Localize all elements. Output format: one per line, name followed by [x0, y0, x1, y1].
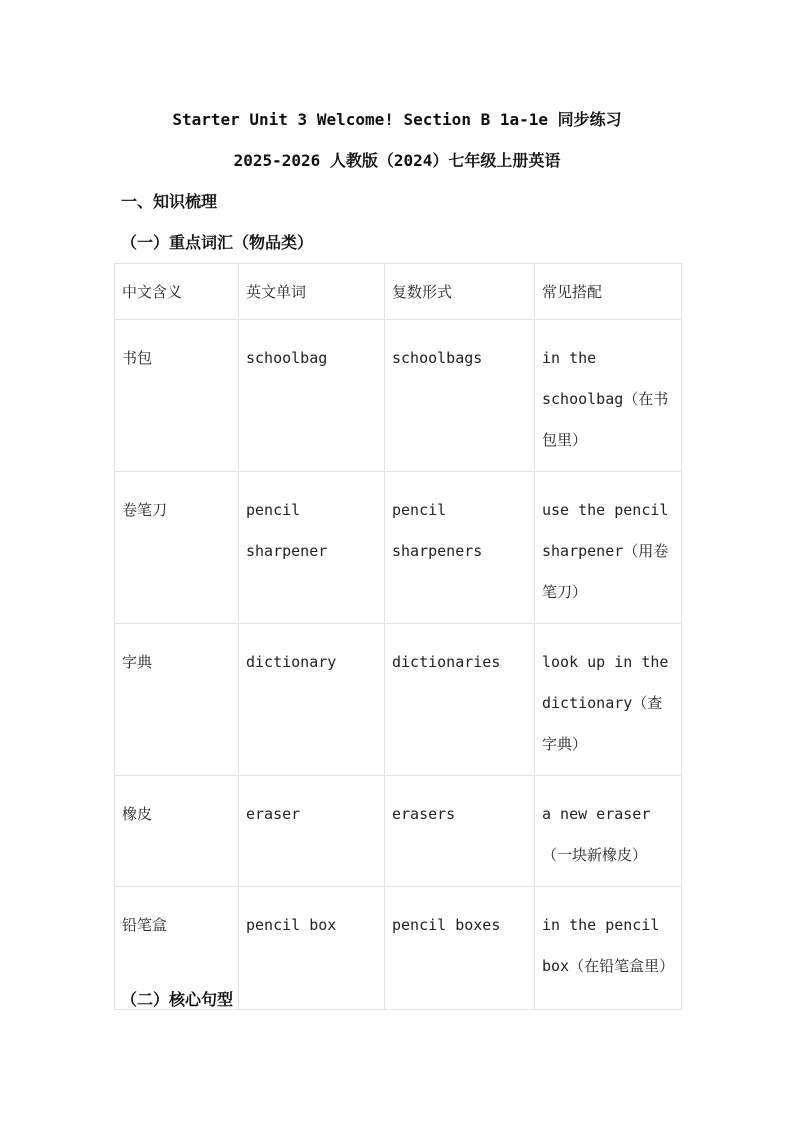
header-cell: 复数形式	[385, 264, 535, 320]
cell-cn: 铅笔盒	[115, 887, 239, 1010]
cell-en: pencil sharpener	[239, 472, 385, 624]
section-heading: 一、知识梳理	[121, 192, 218, 211]
cell-cn: 字典	[115, 624, 239, 776]
cell-en: eraser	[239, 776, 385, 887]
table-row	[115, 320, 682, 472]
cell-plural: schoolbags	[385, 320, 535, 472]
header-cell: 英文单词	[239, 264, 385, 320]
cell-plural: pencil boxes	[385, 887, 535, 1010]
cell-collocation: use the pencil sharpener（用卷笔刀）	[535, 472, 682, 624]
cell-en: pencil box	[239, 887, 385, 1010]
table-row	[115, 472, 682, 624]
document-subtitle: 2025-2026 人教版（2024）七年级上册英语	[233, 151, 561, 170]
table-row	[115, 776, 682, 887]
cell-en: schoolbag	[239, 320, 385, 472]
cell-collocation: look up in the dictionary（查字典）	[535, 624, 682, 776]
document-title: Starter Unit 3 Welcome! Section B 1a-1e 同步练习	[172, 110, 622, 129]
cell-plural: pencil sharpeners	[385, 472, 535, 624]
vocab-table	[114, 263, 682, 1010]
cell-en: dictionary	[239, 624, 385, 776]
cell-collocation: in the pencil box（在铅笔盒里）	[535, 887, 682, 1010]
cell-collocation: a new eraser（一块新橡皮）	[535, 776, 682, 887]
cell-plural: erasers	[385, 776, 535, 887]
subsection-heading-vocab: （一）重点词汇（物品类）	[121, 233, 314, 252]
cell-cn: 橡皮	[115, 776, 239, 887]
table-header-row	[115, 264, 682, 320]
header-cell: 常见搭配	[535, 264, 682, 320]
cell-cn: 卷笔刀	[115, 472, 239, 624]
subsection-heading-sentences: （二）核心句型	[121, 990, 234, 1009]
cell-plural: dictionaries	[385, 624, 535, 776]
table-row	[115, 624, 682, 776]
cell-cn: 书包	[115, 320, 239, 472]
cell-collocation: in the schoolbag（在书包里）	[535, 320, 682, 472]
header-cell: 中文含义	[115, 264, 239, 320]
